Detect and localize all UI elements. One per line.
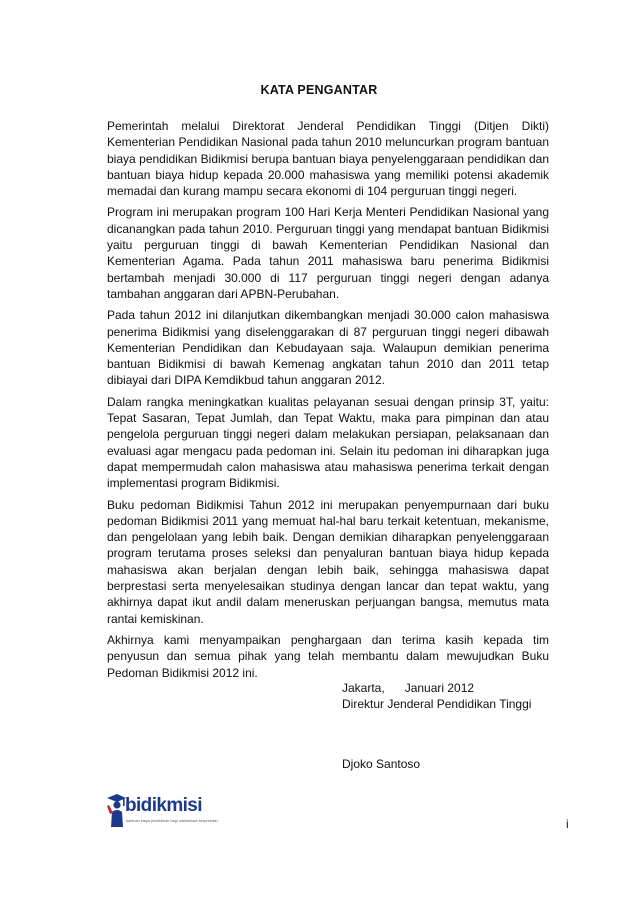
graduate-figure-icon xyxy=(105,792,127,828)
paragraph-2: Program ini merupakan program 100 Hari Kerja Menteri Pendidikan Nasional yang dicanangkan pada tahun 2010. Perguruan tinggi yang mendapat bantuan Bidikmisi yaitu perguruan tinggi di bawah Kementerian Pendidikan Nasional dan Kementerian Agama. Pada tahun 2011 mahasiswa baru penerima Bidikmisi bertambah menjadi 30.000 di 117 perguruan tinggi negeri dengan adanya tambahan anggaran dari APBN-Perubahan. xyxy=(107,205,549,301)
page-title: KATA PENGANTAR xyxy=(260,83,378,97)
signature-place-date xyxy=(342,680,474,696)
paragraph-4: Dalam rangka meningkatkan kualitas pelayanan sesuai dengan prinsip 3T, yaitu: Tepat Sasaran, Tepat Jumlah, dan Tepat Waktu, maka para pimpinan dan atau pengelola perguruan tinggi negeri dalam melakukan persiapan, pelaksanaan dan evaluasi agar mengacu pada pedoman ini. Selain itu pedoman ini diharapkan juga dapat mempermudah calon mahasiswa atau mahasiswa penerima terkait dengan implementasi program Bidikmisi. xyxy=(107,394,549,491)
signature-role: Direktur Jenderal Pendidikan Tinggi xyxy=(342,697,532,711)
logo-text: bidikmisi xyxy=(125,795,202,816)
paragraph-1: Pemerintah melalui Direktorat Jenderal Pendidikan Tinggi (Ditjen Dikti) Kementerian Pendidikan Nasional pada tahun 2010 meluncurkan program bantuan biaya pendidikan Bidikmisi berupa bantuan biaya penyelenggaraan pendidikan dan bantuan biaya hidup kepada 20.000 mahasiswa yang memiliki potensi akademik memadai dan kurang mampu secara ekonomi di 104 perguruan tinggi negeri. xyxy=(107,119,549,199)
page-number: i xyxy=(566,817,569,831)
paragraph-3: Pada tahun 2012 ini dilanjutkan dikembangkan menjadi 30.000 calon mahasiswa penerima Bidikmisi yang diselenggarakan di 87 perguruan tinggi negeri dibawah Kementerian Pendidikan dan Kebudayaan saja. Walaupun demikian penerima bantuan Bidikmisi di bawah Kemenag angkatan tahun 2010 dan 2011 tetap dibiayai dari DIPA Kemdikbud tahun anggaran 2012. xyxy=(107,308,549,388)
signature-name: Djoko Santoso xyxy=(342,757,421,771)
body-text xyxy=(107,118,549,686)
bidikmisi-logo xyxy=(105,792,235,830)
paragraph-6: Akhirnya kami menyampaikan penghargaan dan terima kasih kepada tim penyusun dan semua pihak yang telah membantu dalam mewujudkan Buku Pedoman Bidikmisi 2012 ini. xyxy=(107,632,549,680)
logo-subtitle: bantuan biaya pendidikan bagi mahasiswa berprestasi xyxy=(126,819,218,823)
signature-place-date-text: Jakarta, Januari 2012 xyxy=(342,681,475,695)
paragraph-5: Buku pedoman Bidikmisi Tahun 2012 ini merupakan penyempurnaan dari buku pedoman Bidikmisi 2011 yang memuat hal-hal baru terkait ketentuan, mekanisme, dan pengelolaan yang lebih baik. Dengan demikian diharapkan penyelenggaraan program terutama proses seleksi dan penyaluran bantuan biaya hidup kepada mahasiswa akan berjalan dengan lebih baik, sehingga mahasiswa dapat berprestasi serta menyelesaikan studinya dengan lancar dan tepat waktu, yang akhirnya dapat ikut andil dalam meneruskan perjuangan bangsa, memutus mata rantai kemiskinan. xyxy=(107,497,549,626)
